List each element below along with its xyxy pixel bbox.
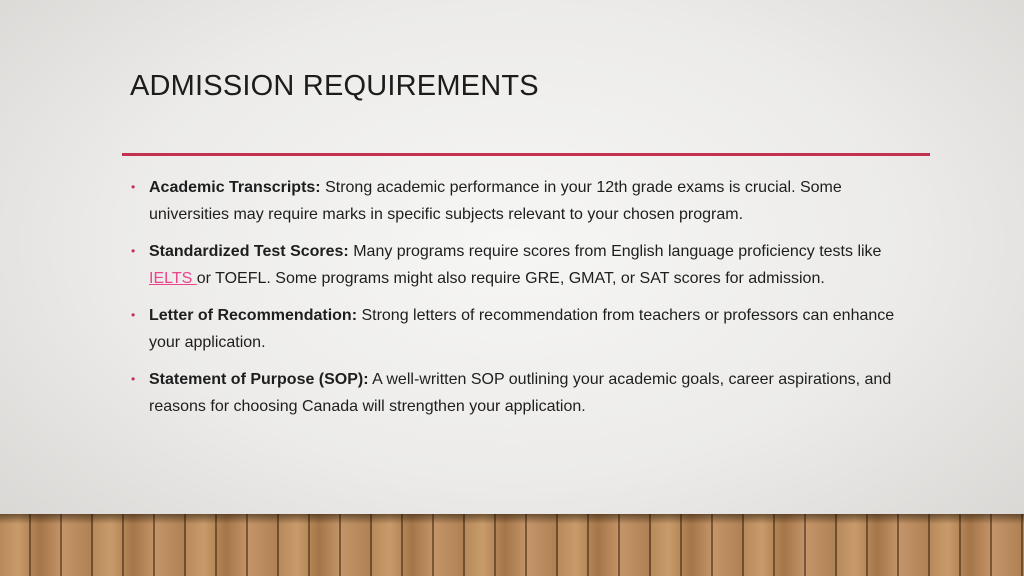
bullet-term: Standardized Test Scores: <box>149 243 349 260</box>
bullet-term: Statement of Purpose (SOP): <box>149 371 369 388</box>
bullet-text: Many programs require scores from English language proficiency tests like <box>348 243 882 260</box>
bullet-statement-of-purpose <box>131 366 921 420</box>
bullet-text: A well-written SOP outlining your academic goals, career aspirations, and reasons for choosing Canada will strengthen your application. <box>149 371 892 415</box>
bullet-icon: • <box>131 372 136 386</box>
bullet-text: Strong letters of recommendation from teachers or professors can enhance your application. <box>149 307 895 351</box>
bullet-text: or TOEFL. Some programs might also require GRE, GMAT, or SAT scores for admission. <box>196 270 825 287</box>
slide-title: ADMISSION REQUIREMENTS <box>130 70 539 102</box>
bullet-academic-transcripts <box>131 174 921 228</box>
bullet-term: Letter of Recommendation: <box>149 307 358 324</box>
bullet-letter-of-recommendation <box>131 302 921 356</box>
ielts-link[interactable]: IELTS <box>149 270 197 287</box>
bullet-icon: • <box>131 180 136 194</box>
bullet-text: Strong academic performance in your 12th grade exams is crucial. Some universities may require marks in specific subjects relevant to your chosen program. <box>149 179 842 223</box>
bullet-icon: • <box>131 244 136 258</box>
bullet-standardized-test-scores <box>131 238 921 292</box>
title-divider <box>122 153 930 156</box>
bullet-icon: • <box>131 308 136 322</box>
bullet-term: Academic Transcripts: <box>149 179 321 196</box>
floor-shadow <box>0 514 1024 524</box>
bullet-list <box>131 174 921 430</box>
